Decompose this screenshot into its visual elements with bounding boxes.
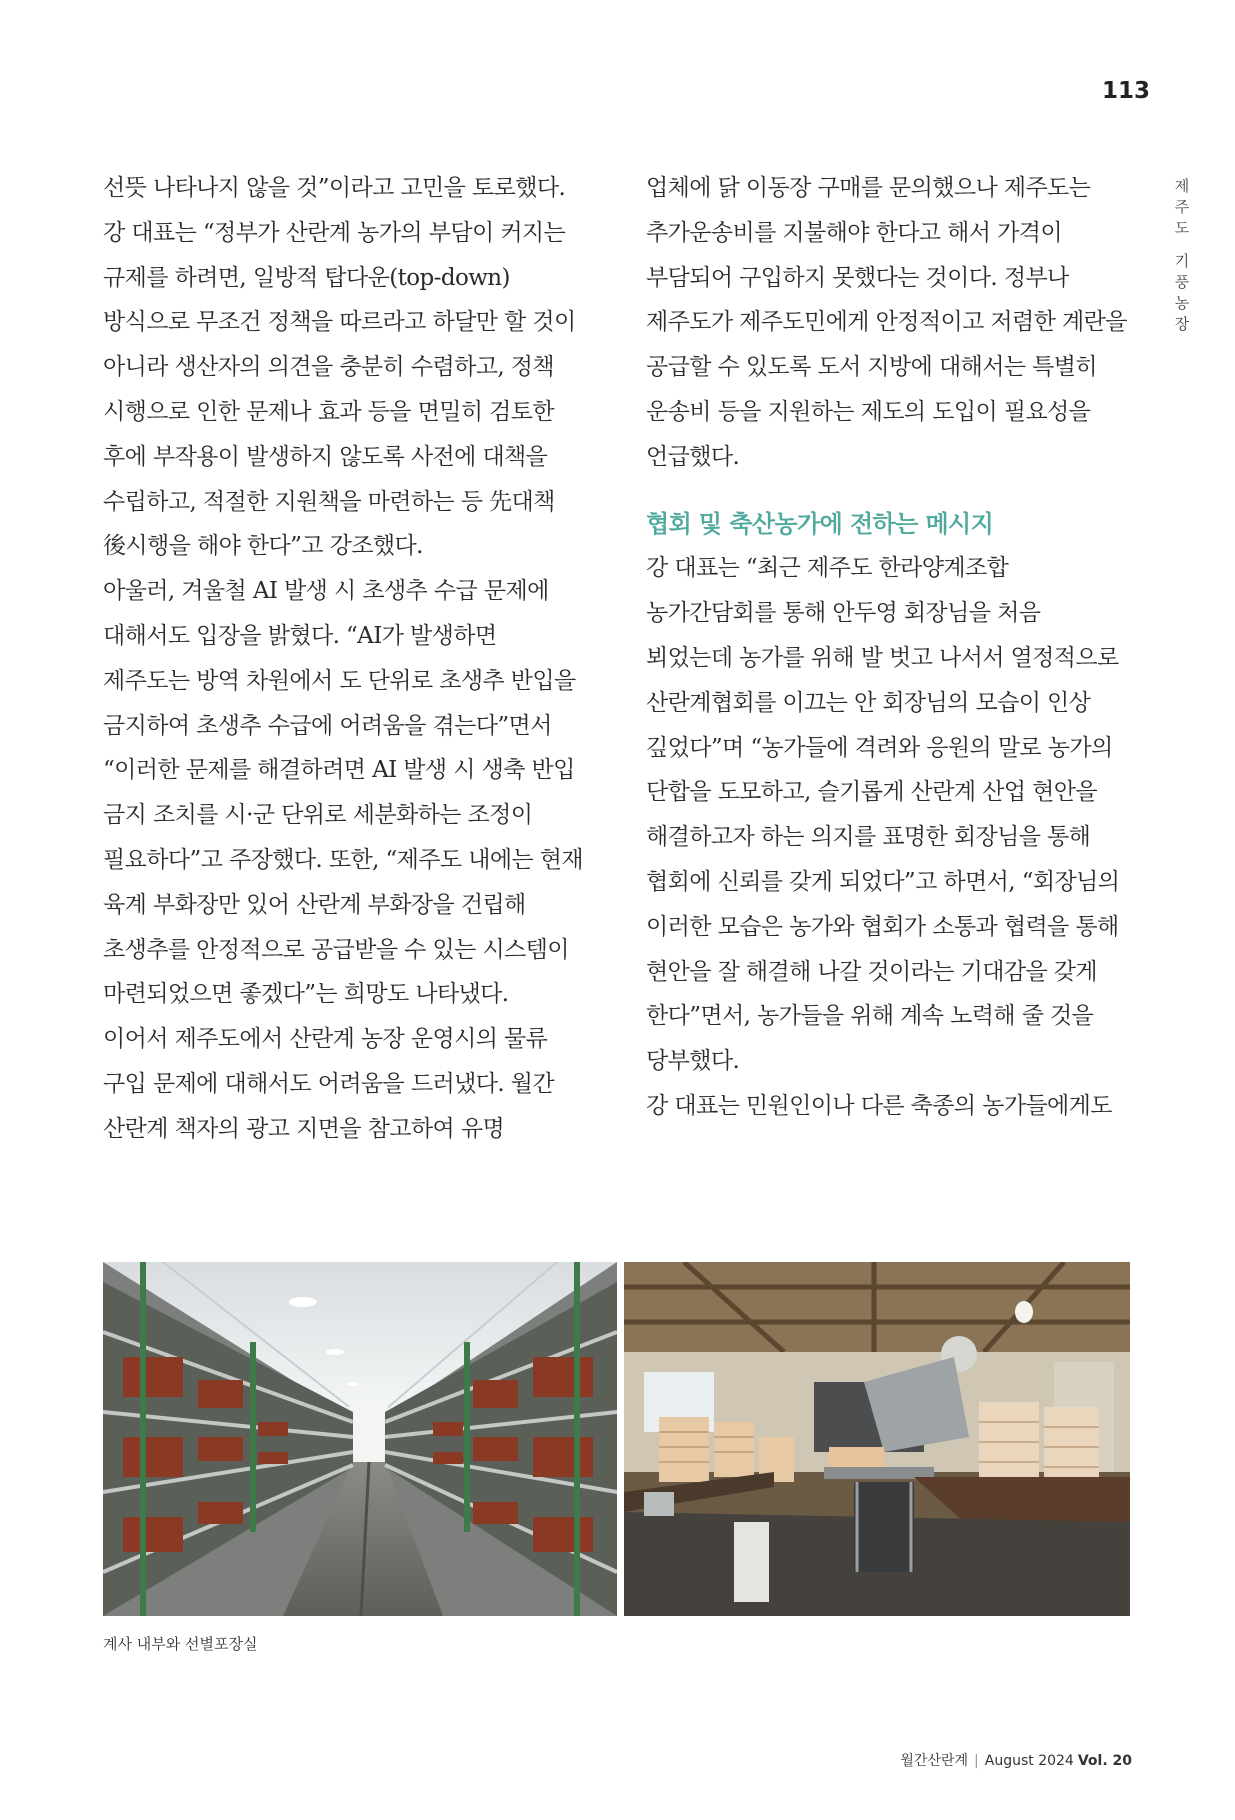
body-line: 後시행을 해야 한다”고 강조했다. [103, 533, 423, 560]
body-line: 초생추를 안정적으로 공급받을 수 있는 시스템이 [103, 936, 569, 963]
body-line: 협회에 신뢰를 갖게 되었다”고 하면서, “회장님의 [646, 868, 1120, 895]
body-line: 이러한 모습은 농가와 협회가 소통과 협력을 통해 [646, 913, 1119, 940]
side-label-char: 장 [1174, 315, 1190, 333]
body-line: 단합을 도모하고, 슬기롭게 산란계 산업 현안을 [646, 779, 1098, 806]
body-line: 육계 부화장만 있어 산란계 부화장을 건립해 [103, 891, 526, 918]
body-line: 후에 부작용이 발생하지 않도록 사전에 대책을 [103, 443, 548, 470]
henhouse-interior-photo [103, 1262, 617, 1616]
body-line: 구입 문제에 대해서도 어려움을 드러냈다. 월간 [103, 1070, 555, 1097]
article-right-column [646, 166, 1166, 1129]
volume-number: Vol. 20 [1077, 1753, 1132, 1769]
body-line: 당부했다. [646, 1048, 740, 1075]
body-line: 마련되었으면 좋겠다”는 희망도 나타냈다. [103, 981, 509, 1008]
body-line: 언급했다. [646, 443, 740, 470]
side-label-gap [1170, 239, 1194, 251]
body-line: “이러한 문제를 해결하려면 AI 발생 시 생축 반입 [103, 757, 575, 784]
body-line: 방식으로 무조건 정책을 따르라고 하달만 할 것이 [103, 309, 576, 336]
body-line: 해결하고자 하는 의지를 표명한 회장님을 통해 [646, 824, 1091, 851]
body-line: 제주도가 제주도민에게 안정적이고 저렴한 계란을 [646, 309, 1127, 336]
body-line: 아울러, 겨울철 AI 발생 시 초생추 수급 문제에 [103, 578, 549, 605]
body-line: 제주도는 방역 차원에서 도 단위로 초생추 반입을 [103, 667, 576, 694]
body-line: 업체에 닭 이동장 구매를 문의했으나 제주도는 [646, 175, 1091, 201]
side-label-char: 기 [1174, 252, 1190, 270]
body-line: 강 대표는 민원인이나 다른 축종의 농가들에게도 [646, 1092, 1112, 1119]
henhouse-interior-illustration [103, 1262, 617, 1616]
body-line: 규제를 하려면, 일방적 탑다운(top-down) [103, 264, 510, 291]
body-line: 선뜻 나타나지 않을 것”이라고 고민을 토로했다. [103, 175, 566, 201]
side-label-char: 주 [1174, 198, 1190, 216]
body-line: 대해서도 입장을 밝혔다. “AI가 발생하면 [103, 622, 497, 649]
body-line: 필요하다”고 주장했다. 또한, “제주도 내에는 현재 [103, 846, 584, 873]
side-label-char: 풍 [1174, 273, 1190, 291]
body-line: 한다”면서, 농가들을 위해 계속 노력해 줄 것을 [646, 1003, 1094, 1030]
body-line: 운송비 등을 지원하는 제도의 도입이 필요성을 [646, 398, 1091, 425]
body-line: 이어서 제주도에서 산란계 농장 운영시의 물류 [103, 1026, 548, 1053]
body-line: 뵈었는데 농가를 위해 발 벗고 나서서 열정적으로 [646, 644, 1119, 671]
magazine-name: 월간산란계 [900, 1753, 969, 1769]
body-line: 강 대표는 “최근 제주도 한라양계조합 [646, 555, 1009, 582]
body-line: 부담되어 구입하지 못했다는 것이다. 정부나 [646, 264, 1069, 291]
body-line: 현안을 잘 해결해 나갈 것이라는 기대감을 갖게 [646, 958, 1098, 985]
body-line: 깊었다”며 “농가들에 격려와 응원의 말로 농가의 [646, 734, 1113, 761]
body-line: 산란계협회를 이끄는 안 회장님의 모습이 인상 [646, 689, 1091, 716]
egg-packing-room-illustration [624, 1262, 1130, 1616]
body-line: 산란계 책자의 광고 지면을 참고하여 유명 [103, 1115, 505, 1142]
body-line: 금지하여 초생추 수급에 어려움을 겪는다”면서 [103, 712, 552, 739]
issue-date: August 2024 [984, 1753, 1074, 1769]
page-number: 113 [1101, 78, 1150, 104]
footer-divider: | [974, 1753, 979, 1769]
body-line: 강 대표는 “정부가 산란계 농가의 부담이 커지는 [103, 219, 566, 246]
side-label-char: 농 [1174, 294, 1190, 312]
section-side-label [1170, 176, 1194, 335]
page-footer [700, 1750, 1132, 1770]
body-line: 공급할 수 있도록 도서 지방에 대해서는 특별히 [646, 354, 1098, 381]
body-line: 금지 조치를 시·군 단위로 세분화하는 조정이 [103, 802, 533, 829]
egg-packing-room-photo [624, 1262, 1130, 1616]
photo-caption: 계사 내부와 선별포장실 [103, 1635, 258, 1653]
side-label-char: 제 [1174, 177, 1190, 195]
body-line: 추가운송비를 지불해야 한다고 해서 가격이 [646, 219, 1062, 246]
body-line: 시행으로 인한 문제나 효과 등을 면밀히 검토한 [103, 398, 555, 425]
body-line: 아니라 생산자의 의견을 충분히 수렴하고, 정책 [103, 354, 555, 381]
body-line: 농가간담회를 통해 안두영 회장님을 처음 [646, 600, 1041, 627]
section-subheading: 협회 및 축산농가에 전하는 메시지 [646, 509, 994, 538]
body-line: 수립하고, 적절한 지원책을 마련하는 등 先대책 [103, 488, 555, 515]
article-left-column [103, 166, 623, 1152]
side-label-char: 도 [1174, 219, 1190, 237]
